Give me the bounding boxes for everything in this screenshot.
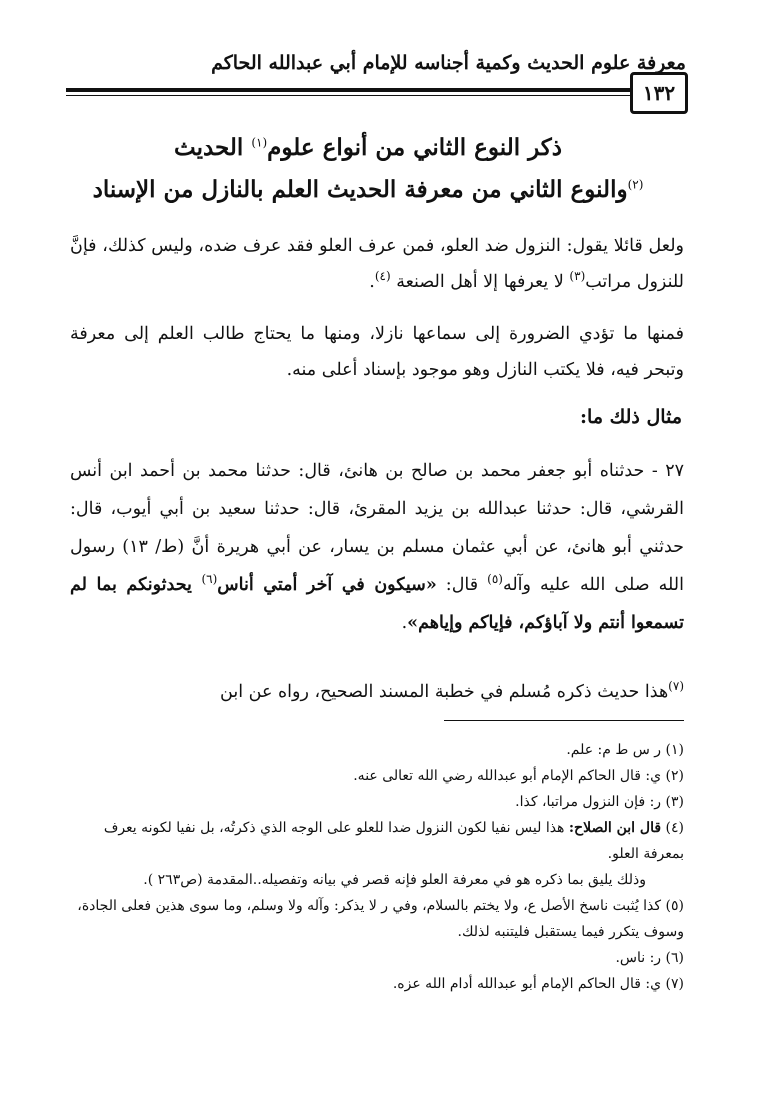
footnote-text: ر: فإن النزول مراتبا، كذا.	[515, 794, 662, 810]
footnote-text: كذا يُثبت ناسخ الأصل ع، ولا يختم بالسلام، وفي ر لا يذكر: وآله ولا وسلم، وما سوى هذين فعلى الجادة، وسوف يتكرر فيما يستقبل فليتنبه لذلك.	[77, 898, 684, 940]
heading-line1-end: الحديث	[173, 134, 244, 161]
header-rule-thin	[66, 95, 630, 96]
footnote-text: هذا ليس نفيا لكون النزول ضدا للعلو على الوجه الذي ذكرتُه، بل نفيا لكونه يعرف بمعرفة العلو.	[103, 820, 684, 862]
footnote-text: ي: قال الحاكم الإمام أبو عبدالله رضي الله تعالى عنه.	[353, 768, 662, 784]
footnote-number: (٣)	[665, 794, 684, 810]
footnote-separator	[444, 720, 684, 721]
hadith-quote-part2: يحدثونكم بما لم تسمعوا أنتم ولا آباؤكم، فإياكم وإياهم»	[70, 575, 684, 633]
footnote-number: (١)	[665, 742, 684, 758]
footnote-6	[64, 945, 684, 971]
section-heading-line2	[48, 176, 688, 203]
hadith-quote-part1: «سيكون في آخر أمتي أناس	[217, 575, 437, 595]
footnote-number: (٢)	[665, 768, 684, 784]
footnote-5	[64, 893, 684, 945]
footnote-ref-5: (٥)	[487, 572, 503, 587]
footnote-ref-7: (٧)	[668, 679, 684, 694]
p3-isnad: ٢٧ - حدثناه أبو جعفر محمد بن صالح بن هانئ، قال: حدثنا محمد بن أحمد ابن أنس القرشي، قال: حدثنا عبدالله بن يزيد المقرئ، قال: حدثنا سعيد بن أبي أيوب، قال: حدثني أبو هانئ، عن أبي عثمان مسلم بن يسار، عن أبي هريرة أنَّ (ط/ ١٣) رسول الله صلى الله عليه وآله	[70, 461, 684, 595]
header-rule-thick	[66, 88, 630, 92]
footnote-ref-2: (٢)	[627, 177, 644, 192]
footnote-text: ي: قال الحاكم الإمام أبو عبدالله أدام الله عزه.	[392, 976, 662, 992]
p1-text-b: لا يعرفها إلا أهل الصنعة	[396, 272, 570, 292]
footnote-ref-4: (٤)	[374, 269, 391, 284]
footnote-ref-1: (١)	[251, 135, 268, 150]
paragraph-1	[70, 228, 684, 300]
footnote-number: (٤)	[665, 820, 684, 836]
footnote-number: (٥)	[665, 898, 684, 914]
section-heading-line1	[48, 134, 688, 161]
footnote-4	[64, 815, 684, 893]
running-title: معرفة علوم الحديث وكمية أجناسه للإمام أبي عبدالله الحاكم	[211, 52, 686, 74]
example-label: مثال ذلك ما:	[580, 406, 682, 428]
footnote-continuation: وذلك يليق بما ذكره هو في معرفة العلو فإنه قصر في بيانه وتفصيله..المقدمة (ص٢٦٣ ).	[143, 872, 646, 888]
p3-qala: قال:	[436, 575, 488, 595]
p3-end: .	[401, 613, 408, 633]
footnotes	[64, 737, 684, 997]
footnote-text: ر: ناس.	[615, 950, 662, 966]
footnote-text: ر س ط م: علم.	[566, 742, 662, 758]
p1-end: .	[369, 272, 375, 292]
footnote-ref-3: (٣)	[569, 269, 586, 284]
paragraph-2: فمنها ما تؤدي الضرورة إلى سماعها نازلا، ومنها ما يحتاج طالب العلم إلى معرفة وتبحر فيه، فلا يكتب النازل وهو موجود بإسناد أعلى منه.	[70, 324, 684, 380]
footnote-2	[64, 763, 684, 789]
footnote-7	[64, 971, 684, 997]
footnote-number: (٧)	[665, 976, 684, 992]
footnote-ref-6: (٦)	[201, 572, 218, 587]
paragraph-4	[70, 674, 684, 710]
paragraph-hadith-27	[70, 452, 684, 642]
footnote-number: (٦)	[665, 950, 684, 966]
footnote-1	[64, 737, 684, 763]
heading-line1-text: ذكر النوع الثاني من أنواع علوم	[267, 134, 562, 161]
p4-text: هذا حديث ذكره مُسلم في خطبة المسند الصحيح، رواه عن ابن	[220, 682, 669, 702]
heading-line2-text: والنوع الثاني من معرفة الحديث العلم بالنازل من الإسناد	[92, 176, 628, 203]
page-number: ١٣٢	[630, 72, 688, 114]
footnote-bold-lead: قال ابن الصلاح:	[568, 820, 662, 836]
p1-text: ولعل قائلا يقول: النزول ضد العلو، فمن عرف العلو فقد عرف ضده، وليس كذلك، فإنَّ للنزول مراتب	[70, 236, 684, 292]
footnote-3	[64, 789, 684, 815]
